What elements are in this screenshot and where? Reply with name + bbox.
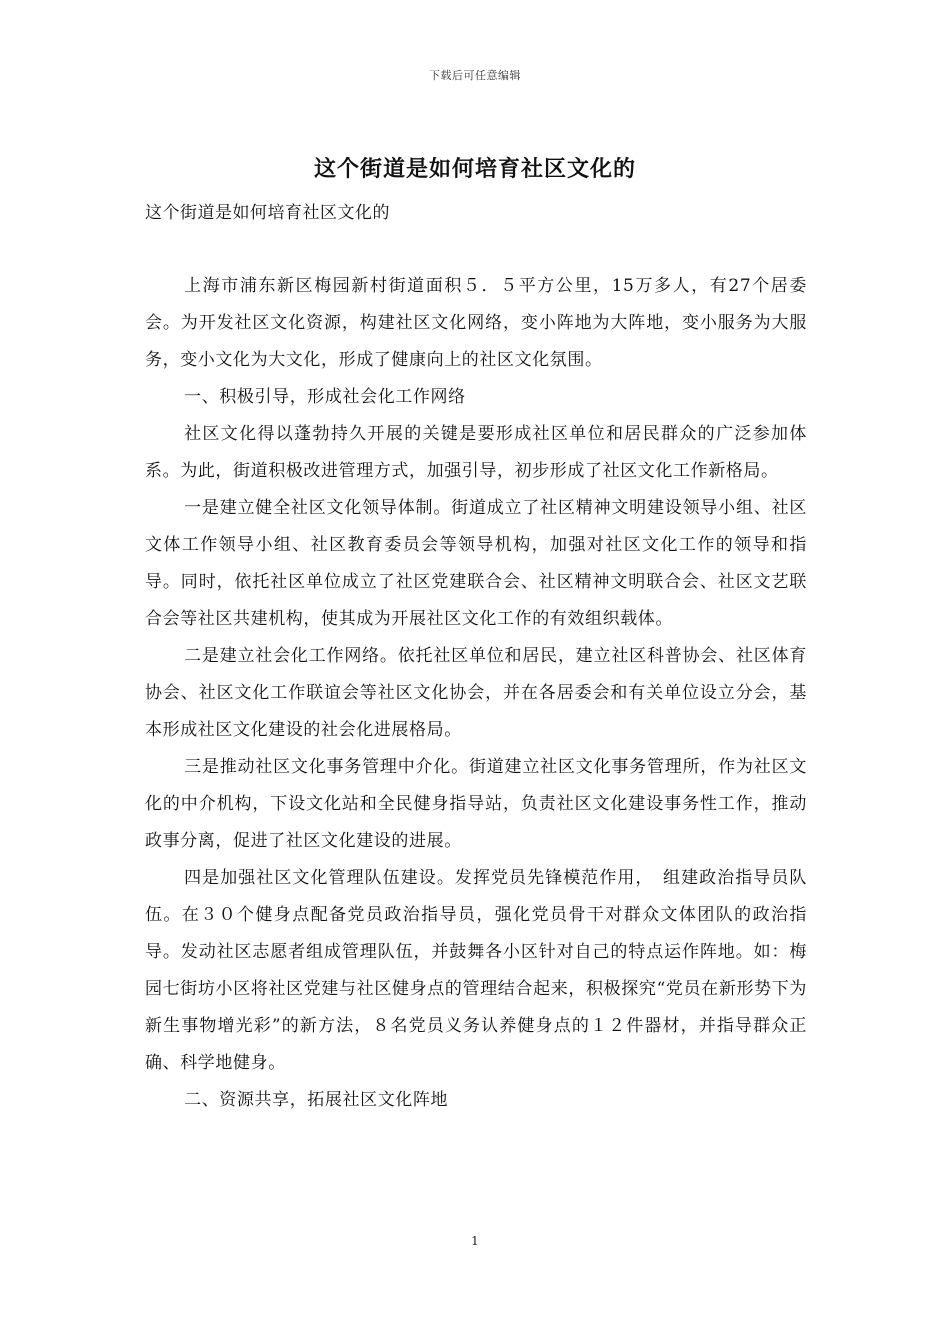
section-heading-1: 一、积极引导，形成社会化工作网络 — [184, 387, 466, 407]
document-subtitle: 这个街道是如何培育社区文化的 — [145, 203, 390, 223]
section-heading-2: 二、资源共享，拓展社区文化阵地 — [184, 1090, 449, 1110]
paragraph: 三是推动社区文化事务管理中介化。街道建立社区文化事务管理所，作为社区文化的中介机构，下设文化站和全民健身指导站，负责社区文化建设事务性工作，推动政事分离，促进了社区文化建设的进展。 — [145, 757, 807, 851]
paragraph-intro: 上海市浦东新区梅园新村街道面积５．５平方公里，15万多人，有27个居委会。为开发社区文化资源，构建社区文化网络，变小阵地为大阵地，变小服务为大服务，变小文化为大文化，形成了健康向上的社区文化氛围。 — [145, 276, 807, 370]
header-note: 下载后可任意编辑 — [429, 69, 521, 82]
paragraph: 社区文化得以蓬勃持久开展的关键是要形成社区单位和居民群众的广泛参加体系。为此，街道积极改进管理方式，加强引导，初步形成了社区文化工作新格局。 — [145, 424, 807, 481]
paragraph: 二是建立社会化工作网络。依托社区单位和居民，建立社区科普协会、社区体育协会、社区文化工作联谊会等社区文化协会，并在各居委会和有关单位设立分会，基本形成社区文化建设的社会化进展格局。 — [145, 646, 807, 740]
document-title: 这个街道是如何培育社区文化的 — [313, 156, 636, 182]
paragraph: 一是建立健全社区文化领导体制。街道成立了社区精神文明建设领导小组、社区文体工作领导小组、社区教育委员会等领导机构，加强对社区文化工作的领导和指导。同时，依托社区单位成立了社区党建联合会、社区精神文明联合会、社区文艺联合会等社区共建机构，使其成为开展社区文化工作的有效组织载体。 — [145, 498, 807, 629]
document-body — [145, 268, 807, 1119]
page-number: 1 — [471, 1234, 479, 1248]
paragraph: 四是加强社区文化管理队伍建设。发挥党员先锋模范作用， 组建政治指导员队伍。在３０个健身点配备党员政治指导员，强化党员骨干对群众文体团队的政治指导。发动社区志愿者组成管理队伍，并鼓舞各小区针对自己的特点运作阵地。如：梅园七街坊小区将社区党建与社区健身点的管理结合起来，积极探究“党员在新形势下为新生事物增光彩”的新方法，８名党员义务认养健身点的１２件器材，并指导群众正确、科学地健身。 — [145, 868, 807, 1073]
